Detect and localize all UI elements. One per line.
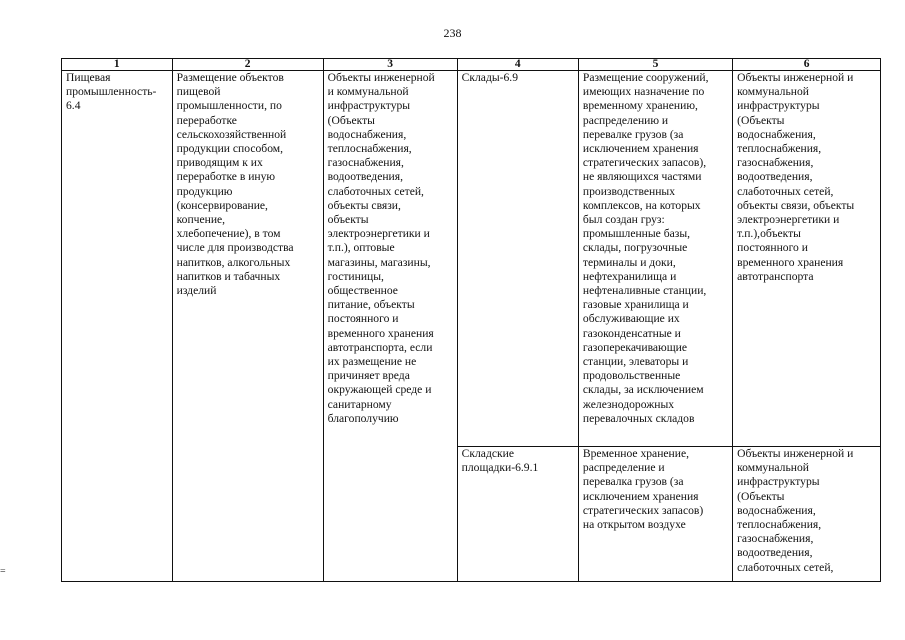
land-use-description-cell: Размещение объектов пищевой промышленности, по переработке сельскохозяйственной продукции способом, приводящим к их переработке в иную продукцию (консервирование, копчение, хлебопечение), в том числе для производства напитков, алкогольных напитков и табачных изделий bbox=[172, 71, 323, 582]
header-cell-3: 3 bbox=[323, 59, 457, 71]
page-number: 238 bbox=[443, 26, 462, 40]
auxiliary-type-cell: Складские площадки-6.9.1 bbox=[457, 447, 578, 582]
table-row bbox=[62, 71, 881, 447]
margin-mark: = bbox=[0, 566, 6, 577]
header-cell-2: 2 bbox=[172, 59, 323, 71]
header-cell-1: 1 bbox=[62, 59, 173, 71]
land-use-table bbox=[61, 58, 881, 582]
permitted-objects-cell: Объекты инженерной и коммунальной инфраструктуры (Объекты водоснабжения, теплоснабжения, газоснабжения, водоотведения, слаботочных сетей, объекты связи, объекты электроэнергетики и т.п.), оптовые магазины, магазины, гостиницы, общественное питание, объекты постоянного и временного хранения автотранспорта, если их размещение не причиняет вреда окружающей среде и санитарному благополучию bbox=[323, 71, 457, 582]
header-cell-5: 5 bbox=[578, 59, 732, 71]
header-cell-6: 6 bbox=[733, 59, 881, 71]
auxiliary-type-cell: Склады-6.9 bbox=[457, 71, 578, 447]
auxiliary-objects-cell: Объекты инженерной и коммунальной инфраструктуры (Объекты водоснабжения, теплоснабжения, газоснабжения, водоотведения, слаботочных сетей, объекты связи, объекты электроэнергетики и т.п.),объекты постоянного и временного хранения автотранспорта bbox=[733, 71, 881, 447]
header-cell-4: 4 bbox=[457, 59, 578, 71]
auxiliary-description-cell: Размещение сооружений, имеющих назначение по временному хранению, распределению и перевалке грузов (за исключением хранения стратегических запасов), не являющихся частями производственных комплексов, на которых был создан груз: промышленные базы, склады, погрузочные терминалы и доки, нефтехранилища и нефтеналивные станции, газовые хранилища и обслуживающие их газоконденсатные и газоперекачивающие станции, элеваторы и продовольственные склады, за исключением железнодорожных перевалочных складов bbox=[578, 71, 732, 447]
table-header-row bbox=[62, 59, 881, 71]
auxiliary-objects-cell: Объекты инженерной и коммунальной инфраструктуры (Объекты водоснабжения, теплоснабжения, газоснабжения, водоотведения, слаботочных сетей, bbox=[733, 447, 881, 582]
auxiliary-description-cell: Временное хранение, распределение и перевалка грузов (за исключением хранения стратегических запасов) на открытом воздухе bbox=[578, 447, 732, 582]
land-use-type-cell: Пищевая промышленность- 6.4 bbox=[62, 71, 173, 582]
